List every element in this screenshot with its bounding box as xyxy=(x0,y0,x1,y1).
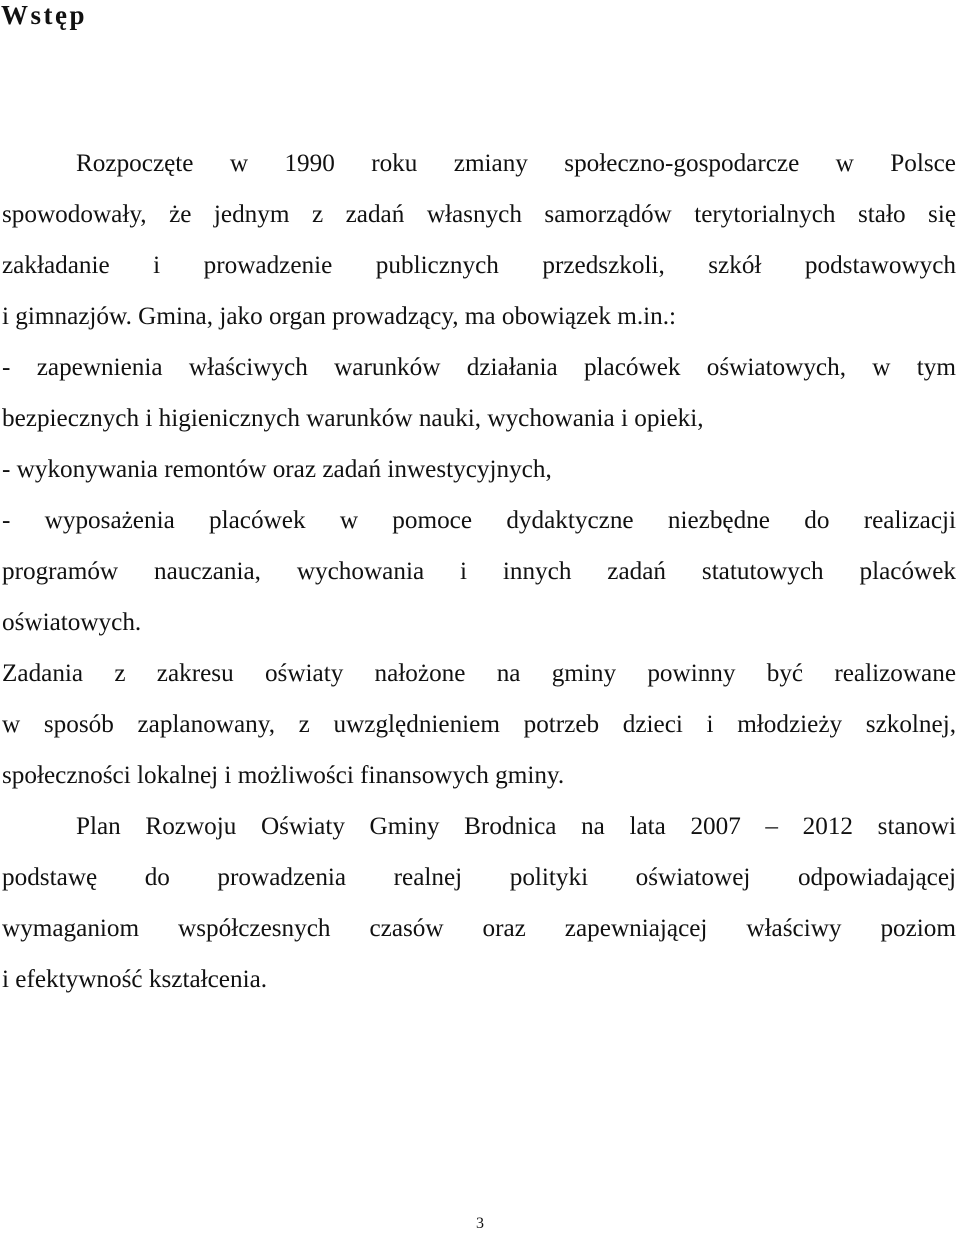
paragraph-line: zakładanie i prowadzenie publicznych przedszkoli, szkół podstawowych xyxy=(2,252,956,279)
list-item-line: - wyposażenia placówek w pomoce dydaktyczne niezbędne do realizacji xyxy=(2,507,956,534)
paragraph-line: w sposób zaplanowany, z uwzględnieniem potrzeb dzieci i młodzieży szkolnej, xyxy=(2,711,956,738)
list-item-line: oświatowych. xyxy=(2,609,142,636)
paragraph-line: społeczności lokalnej i możliwości finansowych gminy. xyxy=(2,762,565,789)
page-heading: Wstęp xyxy=(1,0,87,30)
paragraph-line: i efektywność kształcenia. xyxy=(2,966,268,993)
list-item-line: bezpiecznych i higienicznych warunków nauki, wychowania i opieki, xyxy=(2,405,704,432)
list-item-line: programów nauczania, wychowania i innych zadań statutowych placówek xyxy=(2,558,956,585)
paragraph-line: podstawę do prowadzenia realnej polityki oświatowej odpowiadającej xyxy=(2,864,956,891)
list-item-line: - zapewnienia właściwych warunków działania placówek oświatowych, w tym xyxy=(2,354,956,381)
paragraph-line: spowodowały, że jednym z zadań własnych samorządów terytorialnych stało się xyxy=(2,201,956,228)
paragraph-line: Plan Rozwoju Oświaty Gminy Brodnica na lata 2007 – 2012 stanowi xyxy=(76,813,956,840)
page-number: 3 xyxy=(476,1215,484,1232)
paragraph-line: Zadania z zakresu oświaty nałożone na gminy powinny być realizowane xyxy=(2,660,956,687)
paragraph-line: i gimnazjów. Gmina, jako organ prowadzący, ma obowiązek m.in.: xyxy=(2,303,677,330)
body-text xyxy=(2,138,956,1005)
paragraph-line: wymaganiom współczesnych czasów oraz zapewniającej właściwy poziom xyxy=(2,915,956,942)
paragraph-line: Rozpoczęte w 1990 roku zmiany społeczno-gospodarcze w Polsce xyxy=(76,150,956,177)
list-item-line: - wykonywania remontów oraz zadań inwestycyjnych, xyxy=(2,456,552,483)
